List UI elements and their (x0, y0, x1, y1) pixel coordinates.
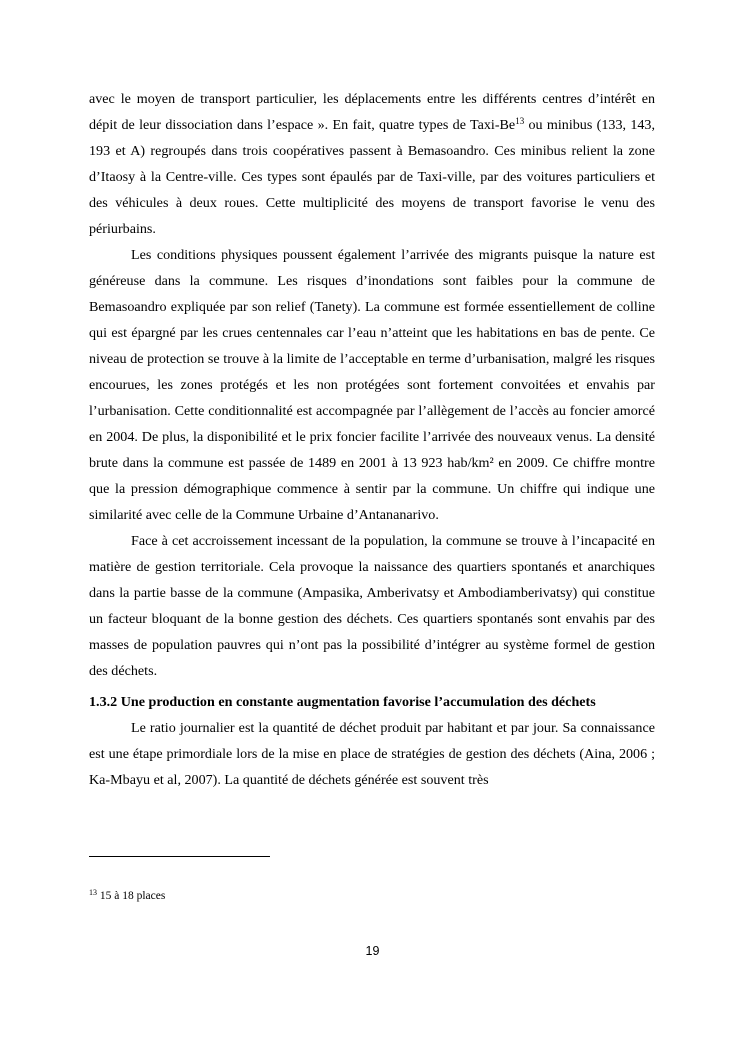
page-number: 19 (365, 944, 380, 958)
paragraph-transport (89, 86, 655, 242)
paragraph-transport-text-a: avec le moyen de transport particulier, les déplacements entre les différents centres d’intérêt en dépit de leur dissociation dans l’espace ». En fait, quatre types de Taxi-Be (89, 91, 655, 133)
footnote (89, 889, 165, 903)
page-body (89, 86, 655, 793)
footnote-text: 15 à 18 places (97, 890, 166, 902)
footnote-number: 13 (89, 888, 97, 897)
paragraph-physical-conditions: Les conditions physiques poussent également l’arrivée des migrants puisque la nature est généreuse dans la commune. Les risques d’inondations sont faibles pour la commune de Bemasoandro expliquée par son relief (Tanety). La commune est formée essentiellement de colline qui est épargné par les crues centennales car l’eau n’atteint que les habitations en bas de pente. Ce niveau de protection se trouve à la limite de l’acceptable en terme d’urbanisation, malgré les risques encourues, les zones protégés et les non protégées sont fortement convoitées et envahis par l’urbanisation. Cette conditionnalité est accompagnée par l’allègement de l’accès au foncier amorcé en 2004. De plus, la disponibilité et le prix foncier facilite l’arrivée des nouveaux venus. La densité brute dans la commune est passée de 1489 en 2001 à 13 923 hab/km² en 2009. Ce chiffre montre que la pression démographique commence à sentir par la commune. Un chiffre qui indique une similarité avec celle de la Commune Urbaine d’Antananarivo. (89, 247, 655, 523)
section-heading: 1.3.2 Une production en constante augmentation favorise l’accumulation des déchets (89, 694, 596, 710)
paragraph-population-growth: Face à cet accroissement incessant de la population, la commune se trouve à l’incapacité en matière de gestion territoriale. Cela provoque la naissance des quartiers spontanés et anarchiques dans la partie basse de la commune (Ampasika, Amberivatsy et Ambodiamberivatsy) qui constitue un facteur bloquant de la bonne gestion des déchets. Ces quartiers spontanés sont envahis par des masses de population pauvres qui n’ont pas la possibilité d’intégrer au système formel de gestion des déchets. (89, 533, 655, 679)
footnote-separator (89, 856, 270, 857)
paragraph-daily-ratio: Le ratio journalier est la quantité de déchet produit par habitant et par jour. Sa connaissance est une étape primordiale lors de la mise en place de stratégies de gestion des déchets (Aina, 2006 ; Ka-Mbayu et al, 2007). La quantité de déchets générée est souvent très (89, 720, 655, 788)
paragraph-transport-text-b: ou minibus (133, 143, 193 et A) regroupés dans trois coopératives passent à Bemasoandro. Ces minibus relient la zone d’Itaosy à la Centre-ville. Ces types sont épaulés par de Taxi-ville, par des voitures particuliers et des véhicules à deux roues. Cette multiplicité des moyens de transport favorise le venu des périurbains. (89, 117, 655, 237)
footnote-reference[interactable]: 13 (515, 116, 525, 126)
